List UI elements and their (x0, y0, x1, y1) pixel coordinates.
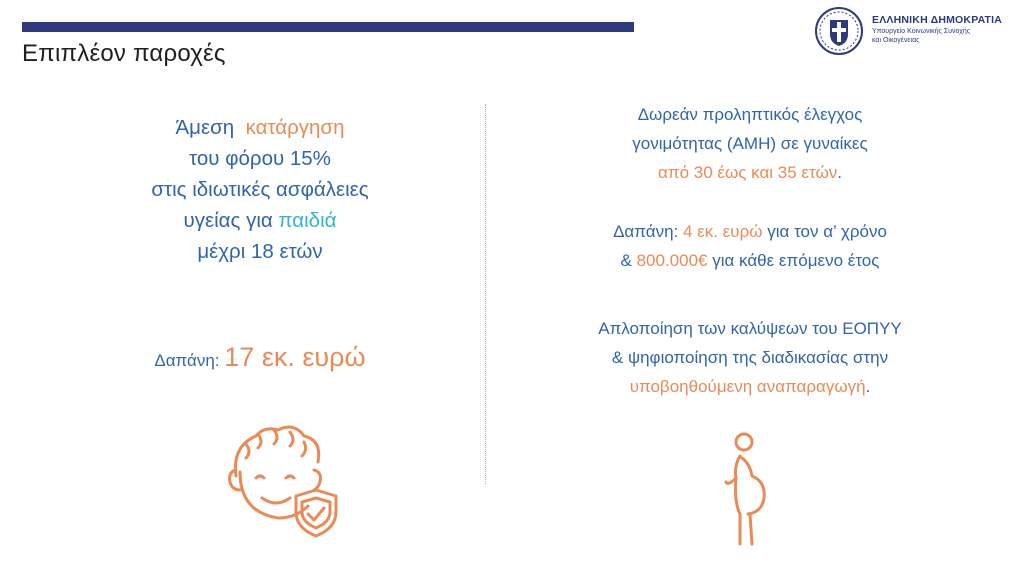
text-age: μέχρι 18 ετών (197, 240, 323, 263)
left-benefit-text (110, 112, 410, 267)
cost-value: 17 εκ. ευρώ (224, 342, 366, 372)
logo-ministry: Υπουργείο Κοινωνικής Συνοχής (872, 28, 971, 35)
cost2-amp: & (620, 251, 637, 270)
right-block-eopyy (540, 314, 960, 401)
right-block-fertility (560, 100, 940, 187)
cost2-first-year: για τον α’ χρόνο (762, 222, 887, 241)
text-tax: του φόρου 15% (189, 147, 331, 170)
ministry-logo (814, 6, 1014, 56)
text-insurance: στις ιδιωτικές ασφάλειες (151, 178, 369, 201)
text-abolition: κατάργηση (245, 116, 345, 139)
fertility-period: . (837, 163, 842, 182)
eopyy-period: . (865, 377, 871, 396)
logo-country: ΕΛΛΗΝΙΚΗ ΔΗΜΟΚΡΑΤΙΑ (872, 14, 1003, 26)
logo-ministry-2: και Οικογένειας (872, 37, 920, 44)
fertility-age: από 30 έως και 35 ετών (658, 163, 838, 182)
column-divider (485, 104, 486, 484)
cost2-label: Δαπάνη: (613, 222, 683, 241)
text-immediate: Άμεση (175, 116, 235, 139)
text-children: παιδιά (278, 209, 337, 232)
eopyy-line2: & ψηφιοποίηση της διαδικασίας στην (611, 348, 889, 367)
cost2-first: 4 εκ. ευρώ (682, 222, 763, 241)
pregnant-woman-icon (708, 430, 778, 550)
left-cost (110, 342, 410, 373)
child-with-shield-icon (218, 420, 342, 544)
right-block-cost (560, 217, 940, 275)
eopyy-line1: Απλοποίηση των καλύψεων του ΕΟΠΥΥ (598, 319, 902, 338)
fertility-line2: γονιμότητας (ΑΜΗ) σε γυναίκες (632, 134, 868, 153)
cost2-next-years: για κάθε επόμενο έτος (707, 251, 880, 270)
eopyy-reproduction: υποβοηθούμενη αναπαραγωγή (629, 377, 866, 396)
fertility-line1: Δωρεάν προληπτικός έλεγχος (637, 105, 863, 124)
top-accent-bar (22, 22, 634, 32)
cost-label: Δαπάνη: (154, 351, 225, 370)
text-health-for: υγείας για (183, 209, 279, 232)
slide-title: Επιπλέον παροχές (22, 40, 226, 67)
cost2-next: 800.000€ (636, 251, 708, 270)
greek-coat-of-arms-icon (814, 6, 864, 56)
